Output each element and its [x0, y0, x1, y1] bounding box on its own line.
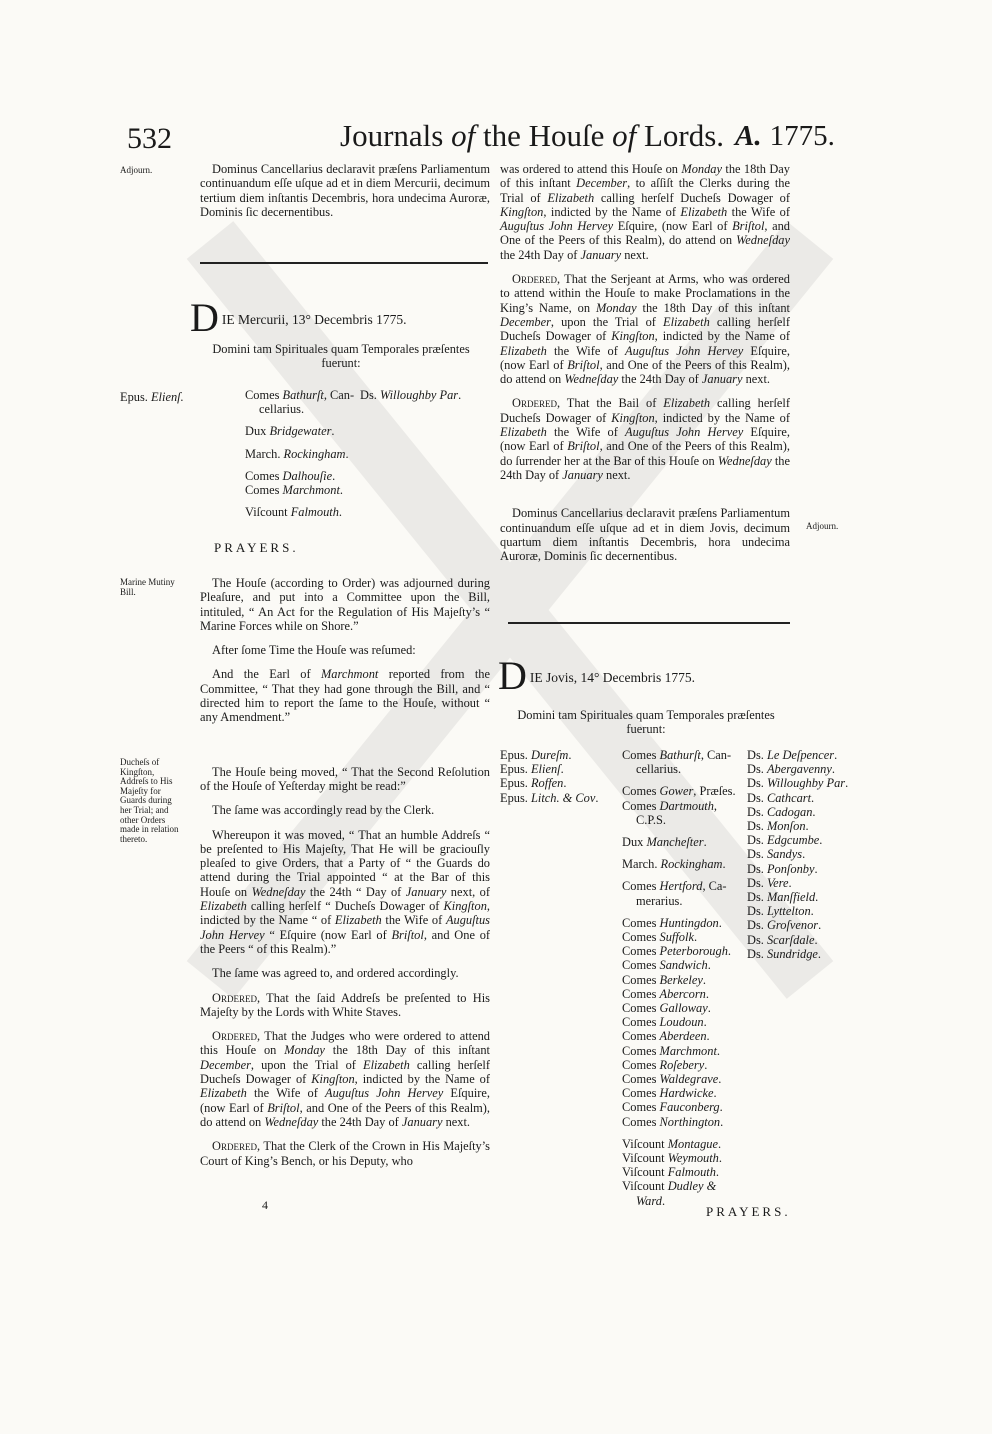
lord-entry: Comes Hertford, Ca- [622, 879, 727, 894]
drop-cap-right: D [498, 653, 527, 698]
lord-entry: Comes Marchmont. [245, 483, 343, 498]
clerk-crown-continued: was ordered to attend this Houſe on Monday the 18th Day of this inſtant December, to aſſiſt the Clerks during the Trial of Elizabeth calling herſelf Ducheſs Dowager of Kingſton, indicted by the Name of Elizabeth the Wife of Auguſtus John Hervey Eſquire, (now Earl of Briſtol, and One of the Peers of this Realm), do attend on Wedneſday the 24th Day of January next. [500, 162, 791, 262]
section-rule-right [508, 622, 790, 624]
day-heading-text-right: IE Jovis, 14° Decembris 1775. [529, 670, 696, 685]
lord-entry: cellarius. [259, 402, 305, 417]
left-adjourn-paragraph [200, 162, 490, 229]
baron-entry: Ds. Manſfield. [747, 890, 819, 905]
baron-entry: Ds. Cadogan. [747, 804, 816, 819]
bishop-entry: Epus. Roffen. [500, 776, 567, 791]
report-paragraph: And the Earl of Marchmont reported from the Committee, “ That they had gone through the Bill, and “ directed him to report the ſame to the Houſe, without “ any Amendment.” [200, 667, 491, 725]
baron-entry: Ds. Monſon. [747, 819, 809, 834]
baron-entry: Ds. Edgcumbe. [747, 833, 823, 848]
lord-entry: C.P.S. [636, 812, 666, 827]
lord-entry: Comes Marchmont. [622, 1043, 720, 1058]
baron-entry: Ds. Ponſonby. [747, 861, 818, 876]
lord-entry: Comes Suffolk. [622, 930, 698, 945]
barons-list-14 [747, 748, 857, 961]
prayers-heading: PRAYERS. [214, 540, 299, 555]
baron-entry: Ds. Scarſdale. [747, 932, 818, 947]
lord-entry: Comes Roſebery. [622, 1057, 708, 1072]
agreed-paragraph: The ſame was agreed to, and ordered accordingly. [212, 966, 459, 981]
lord-entry: Comes Bathurſt, Can- [245, 388, 355, 402]
lord-entry: Comes Aberdeen. [622, 1029, 710, 1044]
lord-entry: Comes Fauconberg. [622, 1100, 723, 1115]
address-paragraph: Whereupon it was moved, “ That an humble Addreſs “ be preſented to His Majeſty, That He will be graciouſly pleaſed to give Orders, that a Party of “ the Guards do attend during the Trial appointed “ at the Bar of this Houſe on Wedneſday the 24th “ Day of January next, of Elizabeth calling herſelf “ Ducheſs Dowager of Kingſton, indicted by the Name “ of Elizabeth the Wife of Auguſtus John Hervey “ Eſquire (now Earl of Briſtol, and One of the Peers “ of this Realm).” [200, 827, 491, 956]
lord-entry: March. Rockingham. [245, 446, 349, 461]
baron-entry: Ds. Vere. [747, 875, 792, 890]
margin-note-adjourn-right: Adjourn. [806, 521, 839, 531]
lord-entry: Comes Dalhouſie. [245, 468, 336, 483]
bishop-entry: Epus. Litch. & Cov. [500, 790, 599, 805]
lord-entry: Comes Berkeley. [622, 972, 706, 987]
bishops-list-14 [500, 748, 618, 805]
page-number: 532 [127, 122, 172, 155]
lord-entry: Ward. [636, 1193, 666, 1208]
baron-entry: Ds. Willoughby Par. [360, 388, 462, 402]
lord-entry: Viſcount Dudley & [622, 1179, 717, 1194]
lord-entry: Comes Abercorn. [622, 986, 709, 1001]
adjourn-text: Dominus Cancellarius declaravit præſens Parliamentum continuandum eſſe uſque ad et in diem Mercurii, decimum tertium diem inſtantis Decembris, hora undecima Auroræ, Dominis ſic decernentibus. [200, 162, 490, 219]
lord-entry: merarius. [636, 893, 683, 908]
lord-entry: Comes Bathurſt, Can- [622, 748, 732, 762]
section-rule [200, 262, 488, 264]
day-heading-text: IE Mercurii, 13° Decembris 1775. [221, 312, 407, 327]
drop-cap: D [190, 295, 219, 340]
lord-entry: Comes Huntingdon. [622, 915, 722, 930]
running-title: Journals of the Houſe of Lords. [340, 118, 725, 153]
baron-entry: Ds. Lyttelton. [747, 904, 814, 919]
baron-entry: Ds. Abergavenny. [747, 762, 835, 777]
baron-entry: Ds. Willoughby Par. [747, 776, 849, 791]
lord-entry: Comes Dartmouth, [622, 798, 718, 813]
lord-entry: Comes Galloway. [622, 1001, 711, 1016]
lord-entry: Viſcount Montague. [622, 1136, 722, 1151]
lord-entry: Comes Loudoun. [622, 1015, 707, 1030]
marine-bill-paragraph: The Houſe (according to Order) was adjourned during Pleaſure, and put into a Committee upon the Bill, intituled, “ An Act for the Regulation of His Majeſty’s “ Marine Forces while on Shore.” [200, 576, 490, 633]
margin-note-duchess: Ducheſs of Kingſton, Addreſs to His Majeſty for Guards during her Trial; and other Orders made in relation thereto. [120, 757, 179, 844]
day-heading-14 [498, 653, 798, 698]
baron-entry: Ds. Sundridge. [747, 946, 822, 961]
baron-entry: Ds. Le Deſpencer. [747, 748, 838, 762]
day-heading-13 [190, 295, 490, 340]
left-body [200, 576, 490, 1178]
adjourn-text-14: Dominus Cancellarius declaravit præſens Parliamentum continuandum eſſe uſque ad et in diem Jovis, decimum quartum diem inſtantis Decembris, hora undecima Auroræ, Dominis ſic decernentibus. [500, 506, 790, 564]
baron-entry: Ds. Cathcart. [747, 790, 815, 805]
prayers-heading-right: PRAYERS. [706, 1204, 791, 1219]
right-body [500, 162, 790, 573]
present-line: Domini tam Spirituales quam Temporales præſentes fuerunt: [212, 342, 470, 371]
bishop-entry: Epus. Dureſm. [500, 748, 572, 762]
ordered-clerk-crown: Ordered, That the Clerk of the Crown in His Majeſty’s Court of King’s Bench, or his Deputy, who [200, 1139, 490, 1168]
bishop-entry: Epus. Elienſ. [120, 390, 184, 404]
motion-paragraph: The Houſe being moved, “ That the Second Reſolution of the Houſe of Yeſterday might be read:” [200, 764, 490, 793]
lords-list-14 [622, 748, 746, 1208]
lord-entry: March. Rockingham. [622, 857, 726, 872]
lord-entry: cellarius. [636, 762, 682, 777]
house-resumed: After ſome Time the Houſe was reſumed: [212, 643, 416, 658]
running-year: A. 1775. [735, 120, 835, 152]
baron-entry: Ds. Sandys. [747, 847, 806, 862]
lord-entry: Dux Bridgewater. [245, 424, 335, 439]
read-paragraph: The ſame was accordingly read by the Clerk. [212, 803, 435, 818]
ordered-white-staves: Ordered, That the ſaid Addreſs be preſented to His Majeſty by the Lords with White Staves. [200, 990, 490, 1019]
lords-list-13 [245, 388, 355, 519]
lord-entry: Dux Mancheſter. [622, 835, 707, 850]
ordered-serjeant: Ordered, That the Serjeant at Arms, who was ordered to attend within the Houſe to make Proclamations in the King’s Name, on Monday the 18th Day of this inſtant December, upon the Trial of Elizabeth calling herſelf Ducheſs Dowager of Kingſton, indicted by the Name of Elizabeth the Wife of Auguſtus John Hervey Eſquire, (now Earl of Briſtol, and One of the Peers of this Realm), do attend on Wedneſday the 24th Day of January next. [500, 272, 790, 387]
lord-entry: Comes Sandwich. [622, 958, 711, 973]
lord-entry: Comes Gower, Præſes. [622, 784, 736, 799]
bishop-entry: Epus. Elienſ. [500, 762, 564, 777]
lord-entry: Comes Peterborough. [622, 944, 732, 959]
margin-note-marine: Marine Mutiny Bill. [120, 577, 175, 597]
signature-mark: 4 [262, 1198, 268, 1212]
lord-entry: Comes Waldegrave. [622, 1072, 722, 1087]
lord-entry: Viſcount Falmouth. [245, 505, 343, 520]
lord-entry: Viſcount Weymouth. [622, 1151, 722, 1166]
lord-entry: Comes Hardwicke. [622, 1086, 717, 1101]
baron-entry: Ds. Groſvenor. [747, 918, 822, 933]
ordered-judges: Ordered, That the Judges who were ordered to attend this Houſe on Monday the 18th Day of this inſtant December, upon the Trial of Elizabeth calling herſelf Ducheſs Dowager of Kingſton, indicted by the Name of Elizabeth the Wife of Auguſtus John Hervey Eſquire, (now Earl of Briſtol, and One of the Peers of this Realm), do attend on Wedneſday the 24th Day of January next. [200, 1029, 490, 1129]
margin-note-adjourn: Adjourn. [120, 165, 153, 175]
lord-entry: Comes Northington. [622, 1114, 724, 1129]
present-line-right: Domini tam Spirituales quam Temporales præſentes fuerunt: [517, 708, 775, 737]
ordered-bail: Ordered, That the Bail of Elizabeth calling herſelf Ducheſs Dowager of Kingſton, indicted by the Name of Elizabeth the Wife of Auguſtus John Hervey Eſquire, (now Earl of Briſtol, and One of the Peers of this Realm), do ſurrender her at the Bar of this Houſe on Wedneſday the 24th Day of January next. [500, 396, 790, 482]
lord-entry: Viſcount Falmouth. [622, 1165, 720, 1180]
